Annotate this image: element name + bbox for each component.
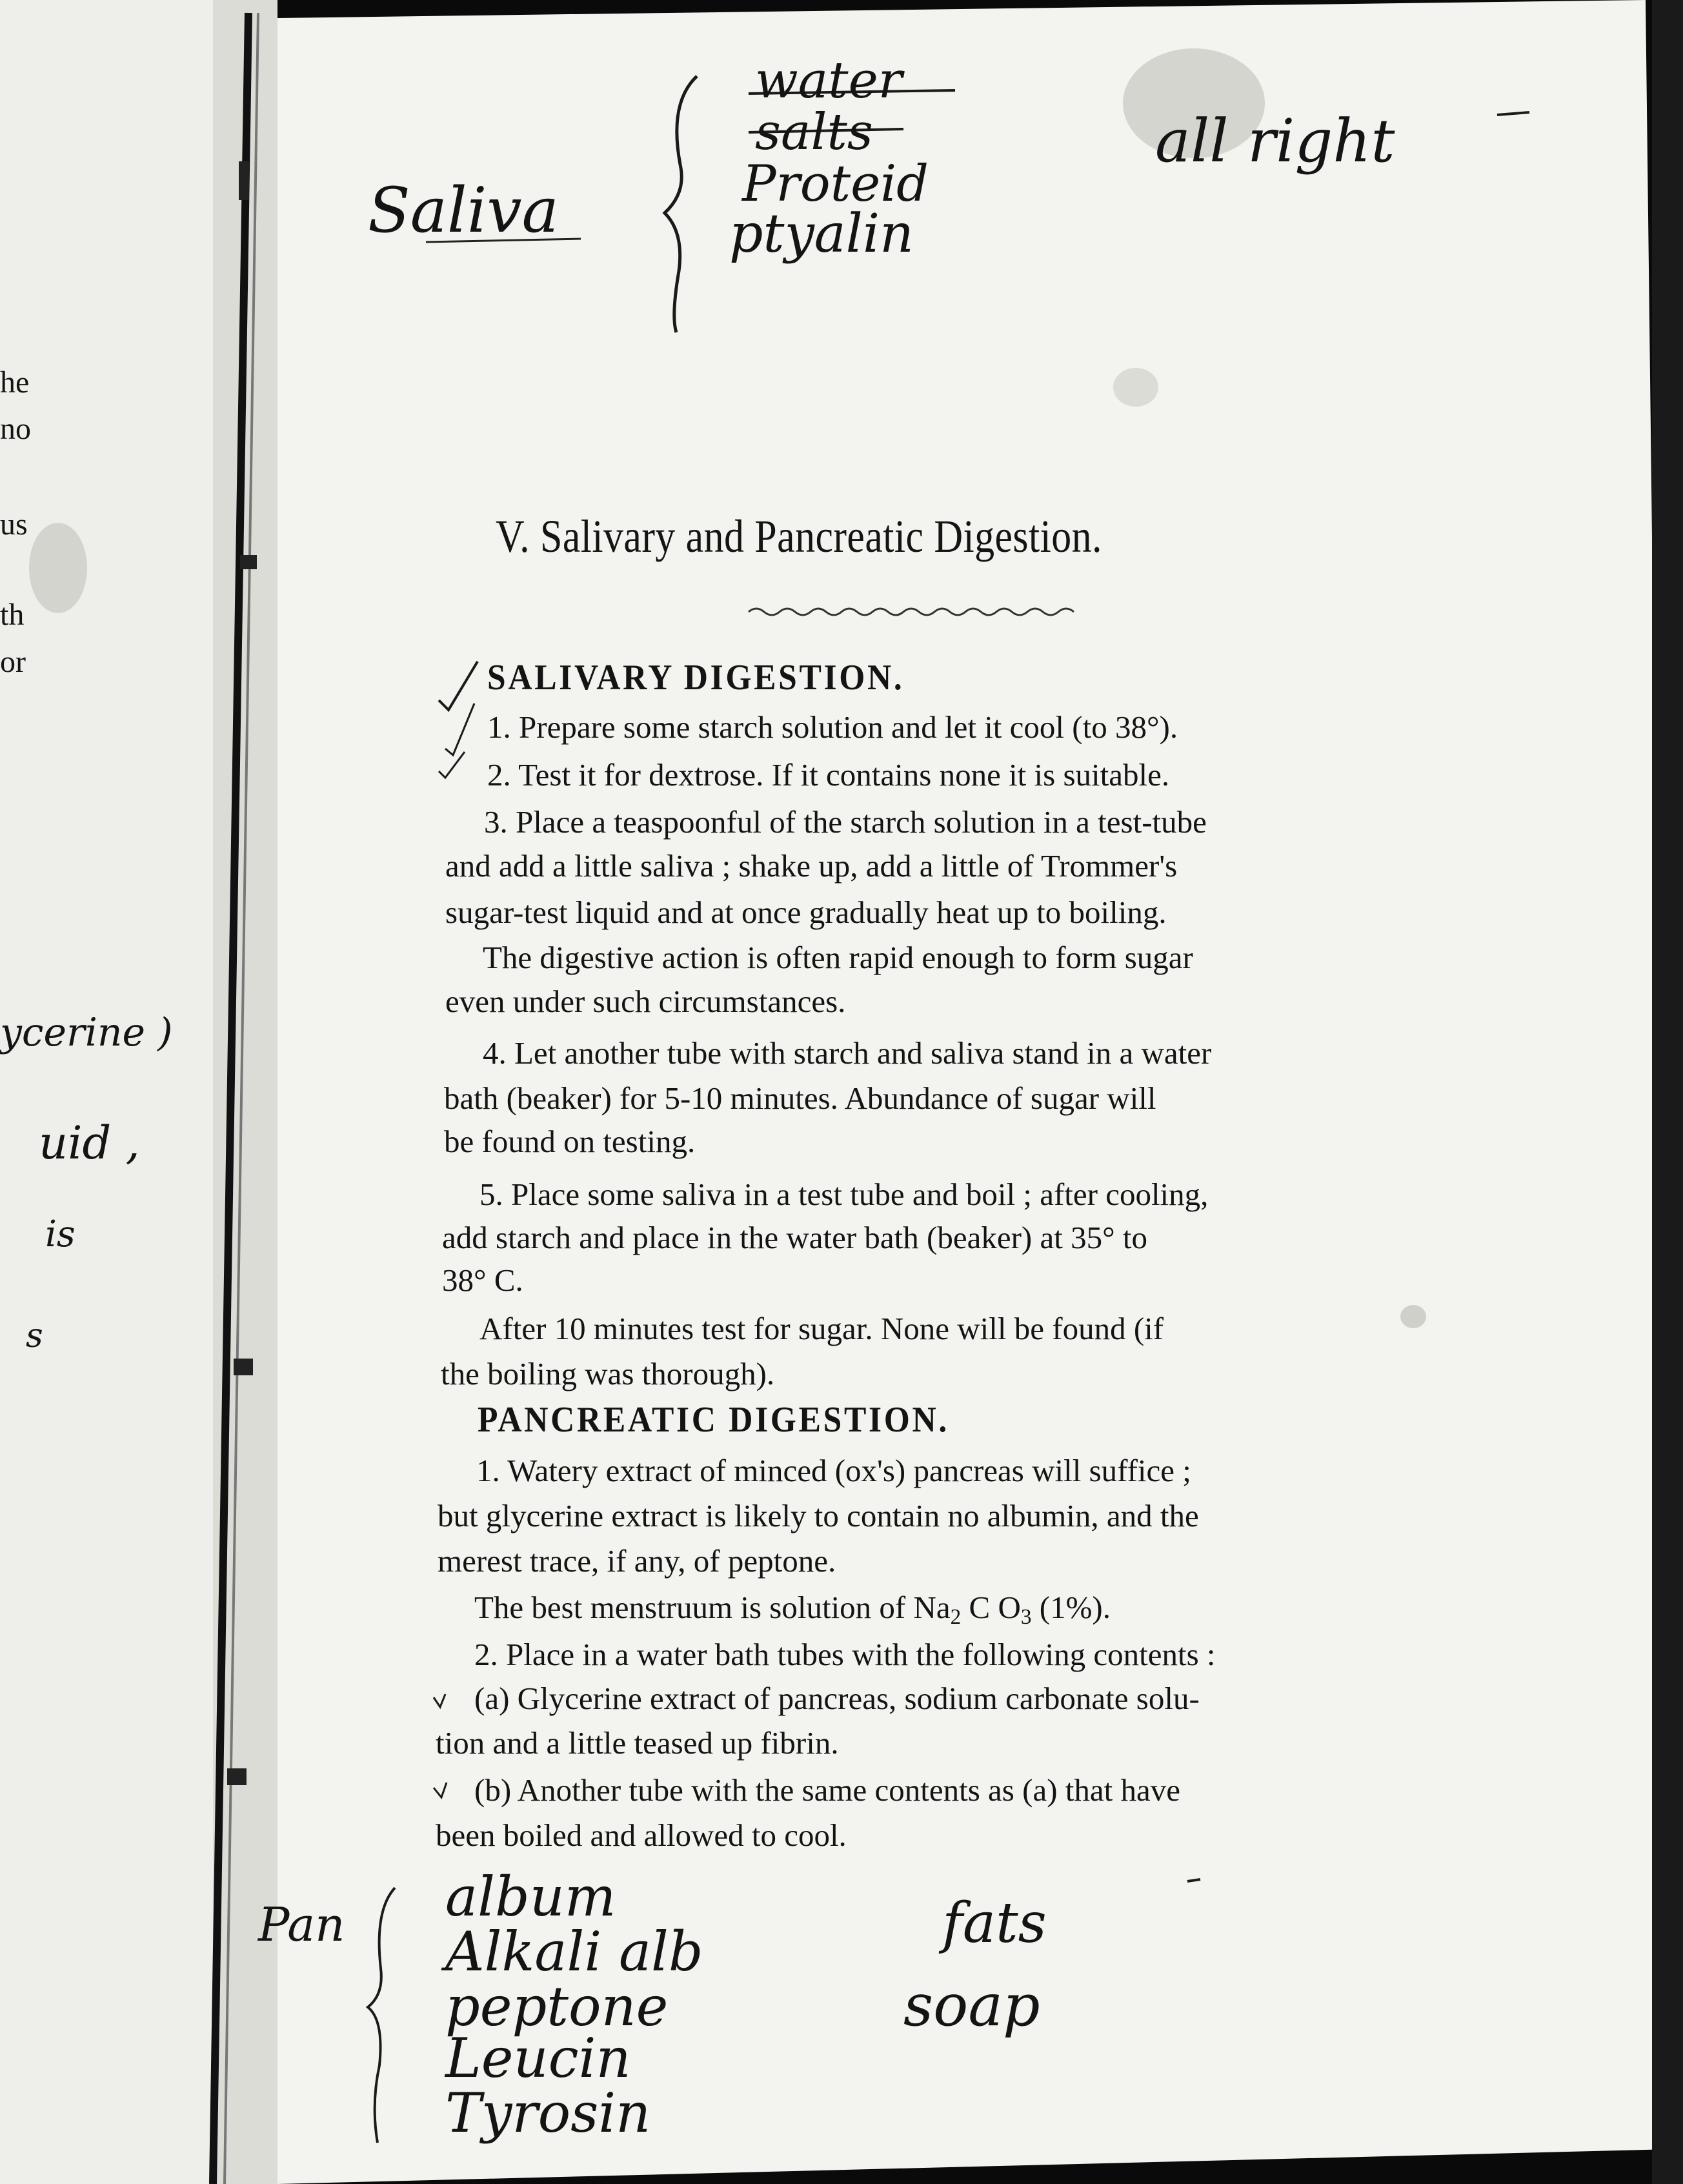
menstruum-suffix: (1%).: [1031, 1590, 1111, 1625]
pancreatic-a-line-1: (a) Glycerine extract of pancreas, sodium carbonate solu-: [474, 1681, 1200, 1716]
pancreatic-title: PANCREATIC DIGESTION.: [478, 1400, 949, 1440]
left-fragment: uid ,: [39, 1117, 140, 1169]
handwritten-album: album: [445, 1865, 616, 1928]
pancreatic-b-line-1: (b) Another tube with the same contents as (a) that have: [474, 1772, 1180, 1808]
left-fragment: s: [26, 1317, 43, 1355]
handwritten-fats: fats: [942, 1891, 1047, 1956]
salivary-title: SALIVARY DIGESTION.: [487, 658, 905, 698]
pancreatic-step-1-line-2: but glycerine extract is likely to contain no albumin, and the: [438, 1498, 1199, 1533]
salivary-step-3-line-2: and add a little saliva ; shake up, add a little of Trommer's: [445, 848, 1178, 884]
menstruum-prefix: The best menstruum is solution of Na: [474, 1590, 951, 1625]
handwritten-alkali-alb: Alkali alb: [445, 1920, 703, 1983]
salivary-step-3-line-3: sugar-test liquid and at once gradually heat up to boiling.: [445, 895, 1167, 930]
left-fragment: he: [0, 365, 30, 399]
handwritten-leucin: Leucin: [445, 2027, 631, 2090]
menstruum-line: [474, 1589, 1111, 1630]
handwritten-all-right: all right: [1155, 106, 1395, 176]
pancreatic-step-2: 2. Place in a water bath tubes with the following contents :: [474, 1637, 1216, 1672]
salivary-step-5-line-1: 5. Place some saliva in a test tube and boil ; after cooling,: [479, 1177, 1209, 1212]
pancreatic-step-1-line-1: 1. Watery extract of minced (ox's) pancreas will suffice ;: [476, 1453, 1191, 1488]
salivary-note-line-2: even under such circumstances.: [445, 984, 846, 1019]
salivary-step-5-line-3: 38° C.: [442, 1262, 523, 1298]
left-fragment: ycerine ): [0, 1010, 173, 1055]
handwritten-salts: salts: [755, 103, 873, 161]
menstruum-sub-2: 3: [1020, 1605, 1032, 1630]
pancreatic-a-line-2: tion and a little teased up fibrin.: [436, 1725, 839, 1761]
handwritten-water: water: [755, 52, 903, 110]
left-fragment: no: [0, 412, 31, 446]
menstruum-mid: C O: [961, 1590, 1021, 1625]
left-fragment: is: [45, 1213, 76, 1255]
salivary-after-line-2: the boiling was thorough).: [441, 1356, 775, 1391]
left-fragment: th: [0, 598, 25, 632]
salivary-note-line-1: The digestive action is often rapid enough to form sugar: [483, 940, 1193, 975]
pancreatic-b-line-2: been boiled and allowed to cool.: [436, 1817, 847, 1853]
salivary-step-5-line-2: add starch and place in the water bath (beaker) at 35° to: [442, 1220, 1148, 1255]
left-fragment: us: [0, 507, 28, 541]
salivary-after-line-1: After 10 minutes test for sugar. None will be found (if: [479, 1311, 1164, 1346]
handwritten-ptyalin: ptyalin: [729, 203, 914, 265]
salivary-step-1: 1. Prepare some starch solution and let it cool (to 38°).: [487, 709, 1178, 745]
salivary-step-4-line-2: bath (beaker) for 5-10 minutes. Abundance of sugar will: [444, 1080, 1156, 1116]
left-fragment: or: [0, 645, 26, 679]
pancreatic-step-1-line-3: merest trace, if any, of peptone.: [438, 1543, 836, 1579]
salivary-step-4-line-1: 4. Let another tube with starch and saliva stand in a water: [483, 1035, 1212, 1071]
menstruum-sub-1: 2: [950, 1605, 962, 1630]
salivary-step-2: 2. Test it for dextrose. If it contains none it is suitable.: [487, 757, 1170, 793]
handwritten-soap: soap: [903, 1972, 1040, 2039]
page-heading: V. Salivary and Pancreatic Digestion.: [496, 511, 1102, 562]
handwritten-saliva: Saliva: [368, 174, 559, 247]
salivary-step-3-line-1: 3. Place a teaspoonful of the starch solution in a test-tube: [484, 804, 1207, 840]
handwritten-proteid: Proteid: [742, 155, 929, 213]
salivary-step-4-line-3: be found on testing.: [444, 1124, 696, 1159]
handwritten-peptone: peptone: [445, 1975, 669, 2038]
handwritten-tyrosin: Tyrosin: [445, 2081, 651, 2145]
handwritten-pan: Pan: [258, 1897, 345, 1952]
